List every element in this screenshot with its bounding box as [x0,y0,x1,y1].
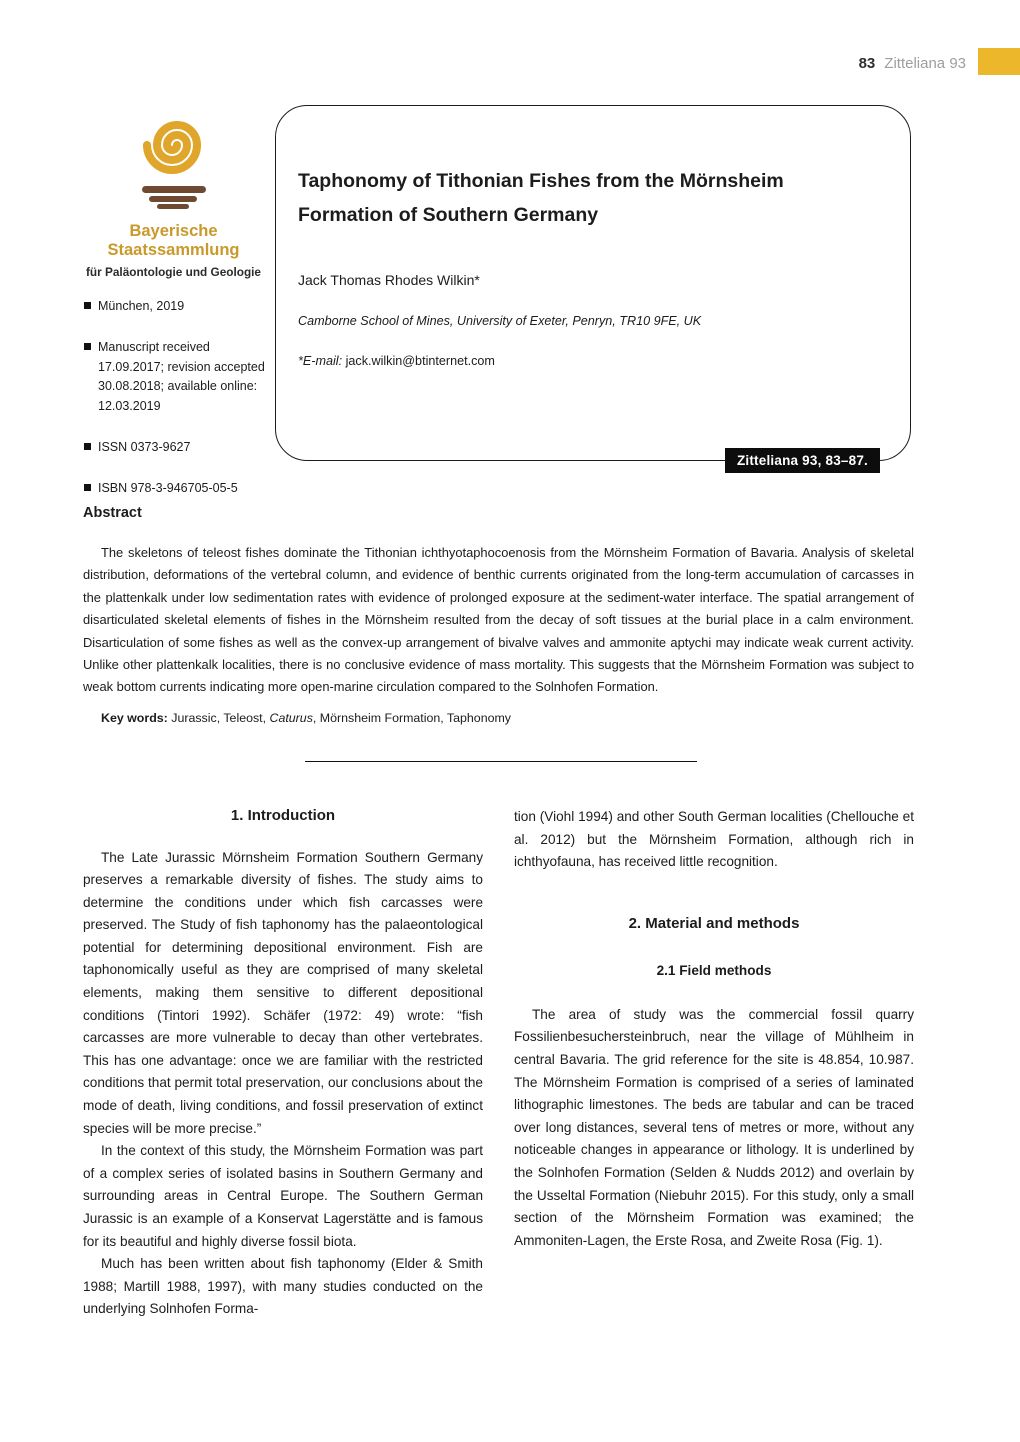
sidebar-metadata [84,297,274,521]
introduction-paragraph-3: Much has been written about fish taphonomy (Elder & Smith 1988; Martill 1988, 1997), with many studies conducted on the underlying Solnhofen Forma- [83,1256,483,1317]
logo-text-line1: Bayerische [129,222,218,240]
sidebar-item-manuscript-dates [84,338,274,416]
body-columns [83,806,914,1321]
methods-heading: 2. Material and methods [628,914,800,932]
logo-text-line3: für Paläontologie und Geologie [86,264,261,279]
article-header-box [275,105,911,468]
field-methods-subheading: 2.1 Field methods [656,963,772,979]
introduction-paragraph-2: In the context of this study, the Mörnsheim Formation was part of a complex series of isolated basins in Southern Germany and surrounding areas in Central Europe. The Southern German Jurassic is an example of a Konservat Lagerstätte and is famous for its beautiful and highly diverse fossil biota. [83,1143,483,1249]
keywords-label: Key words: [101,710,168,725]
sidebar-item-text: ISBN 978-3-946705-05-5 [98,481,238,496]
author-name: Jack Thomas Rhodes Wilkin* [298,272,480,289]
sidebar-item-place-year [84,297,274,316]
sidebar-item-isbn [84,479,274,498]
introduction-heading: 1. Introduction [230,807,336,824]
abstract-section [83,505,914,725]
article-title: Taphonomy of Tithonian Fishes from the Mörnsheim Formation of Southern Germany [298,170,784,227]
sidebar-item-text: ISSN 0373-9627 [98,439,191,454]
author-affiliation: Camborne School of Mines, University of Exeter, Penryn, TR10 9FE, UK [298,314,702,329]
sediment-stripe-2 [149,196,197,202]
email-line [298,354,870,368]
logo-text-line2: Staatssammlung [107,241,240,260]
keywords-line [83,711,914,725]
section-divider-rule [305,761,697,762]
keywords-genus-italic: Caturus [269,710,313,725]
left-column [83,806,483,1321]
page-number: 83 [858,55,876,72]
email-address: jack.wilkin@btinternet.com [345,354,495,369]
citation-badge: Zitteliana 93, 83–87. [725,448,880,473]
keywords-text-pre: Jurassic, Teleost, [171,710,270,725]
field-methods-paragraph-1: The area of study was the commercial fossil quarry Fossilienbesuchersteinbruch, near the village of Mühlheim in central Bavaria. The grid reference for the site is 48.854, 10.987. The Mörnsheim Formation is comprised of a series of laminated lithographic limestones. The beds are tabular and can be traced over long distances, several tens of metres or more, without any noticeable changes in appearance or lithology. It is underlined by the Solnhofen Formation (Selden & Nudds 2012) and overlain by the Usseltal Formation (Niebuhr 2015). For this study, only a small section of the Mörnsheim Formation was examined; the Ammoniten-Lagen, the Erste Rosa, and Zweite Rosa (Fig. 1). [514,1006,914,1248]
sediment-stripe-1 [142,186,206,193]
square-bullet-icon [84,343,91,350]
running-head [859,55,966,72]
abstract-heading: Abstract [83,505,142,521]
publisher-logo-block [76,100,271,279]
journal-name: Zitteliana 93 [884,55,966,72]
spiral-path [147,125,197,170]
introduction-paragraph-continued: tion (Viohl 1994) and other South German localities (Chellouche et al. 2012) but the Mörnsheim Formation, although rich in ichthyofauna, has received little recognition. [514,809,914,870]
ammonite-spiral-logo-icon [114,100,234,216]
corner-accent-tab [978,48,1020,75]
introduction-paragraph-1: The Late Jurassic Mörnsheim Formation Southern Germany preserves a remarkable diversity of fishes. The study aims to determine the conditions under which fish carcasses were preserved. The Study of fish taphonomy has the palaeontological potential for determining depositional environment. Fish are taphonomically useful as they are comprised of many skeletal elements, making them sensitive to different depositional conditions (Tintori 1992). Schäfer (1972: 49) wrote: “fish carcasses are more vulnerable to decay than other vertebrates. This has one advantage: once we are familiar with the restricted conditions that permit total preservation, our conclusions about the mode of death, living conditions, and fossil preservation of extinct species will be more precise.” [83,849,483,1136]
abstract-text: The skeletons of teleost fishes dominate the Tithonian ichthyotaphocoenosis from the Mörnsheim Formation of Bavaria. Analysis of skeletal distribution, deformations of the vertebral column, and evidence of benthic currents originated from the long-term accumulation of carcasses in the plattenkalk under low sedimentation rates with evidence of prolonged exposure at the sediment-water interface. The spatial arrangement of disarticulated skeletal elements of fishes in the Mörnsheim resulted from the decay of soft tissues at the burial place in a calm environment. Disarticulation of some fishes as well as the convex-up arrangement of bivalve valves and ammonite aptychi may indicate weak current activity. Unlike other plattenkalk localities, there is no conclusive evidence of mass mortality. This suggests that the Mörnsheim Formation was subject to weak bottom currents indicating more open-marine circulation compared to the Solnhofen Formation. [83,545,914,695]
square-bullet-icon [84,484,91,491]
right-column [514,806,914,1321]
sediment-stripe-3 [157,204,189,209]
square-bullet-icon [84,302,91,309]
sidebar-item-issn [84,438,274,457]
sidebar-item-text: Manuscript received 17.09.2017; revision accepted 30.08.2018; available online: 12.03.2019 [98,340,265,413]
email-label: *E-mail: [298,354,343,369]
sidebar-item-text: München, 2019 [98,299,185,313]
keywords-text-post: , Mörnsheim Formation, Taphonomy [312,710,511,725]
square-bullet-icon [84,443,91,450]
